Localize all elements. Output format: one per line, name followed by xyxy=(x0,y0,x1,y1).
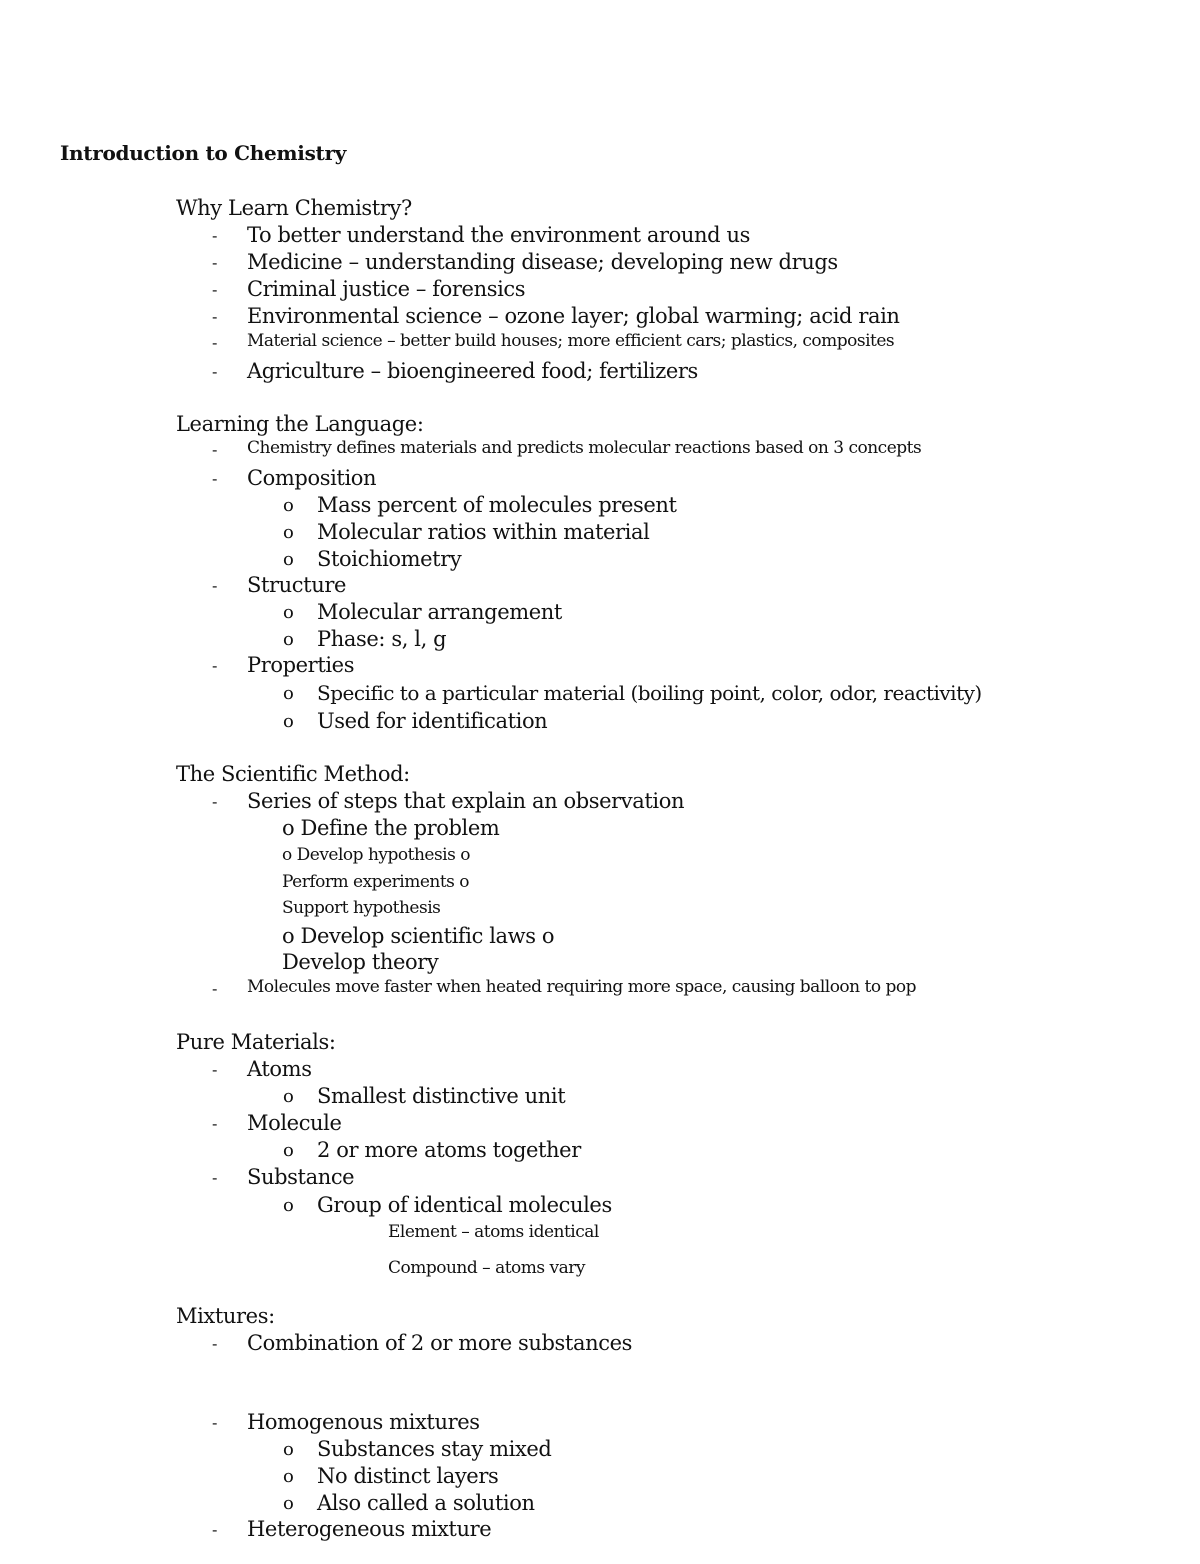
sub-list-item: 2 or more atoms together xyxy=(317,1138,581,1162)
section-heading-mixtures: Mixtures: xyxy=(176,1304,275,1328)
list-item: Atoms xyxy=(247,1057,312,1081)
list-item: Material science – better build houses; more efficient cars; plastics, composites xyxy=(247,331,895,351)
method-step-line: Develop theory xyxy=(282,950,439,974)
sub-list-item: No distinct layers xyxy=(317,1464,499,1488)
sub-list-item: Substances stay mixed xyxy=(317,1437,552,1461)
dash-marker: - xyxy=(212,576,218,595)
page-title: Introduction to Chemistry xyxy=(60,141,347,165)
list-item: Heterogeneous mixture xyxy=(247,1517,492,1541)
sub-list-item: Stoichiometry xyxy=(317,547,462,571)
dash-marker: - xyxy=(212,333,218,352)
circle-marker: o xyxy=(283,1195,294,1216)
circle-marker: o xyxy=(283,629,294,650)
dash-marker: - xyxy=(212,362,218,381)
dash-marker: - xyxy=(212,1060,218,1079)
list-item: Combination of 2 or more substances xyxy=(247,1331,632,1355)
sub-list-item: Mass percent of molecules present xyxy=(317,493,677,517)
method-step-line: o Develop hypothesis o xyxy=(282,845,470,865)
dash-marker: - xyxy=(212,226,218,245)
list-item: To better understand the environment around us xyxy=(247,223,750,247)
dash-marker: - xyxy=(212,469,218,488)
list-item: Composition xyxy=(247,466,377,490)
dash-marker: - xyxy=(212,253,218,272)
section-heading-language: Learning the Language: xyxy=(176,412,424,436)
sub-list-item: Smallest distinctive unit xyxy=(317,1084,566,1108)
list-item: Medicine – understanding disease; developing new drugs xyxy=(247,250,838,274)
dash-marker: - xyxy=(212,1413,218,1432)
method-step-line: Support hypothesis xyxy=(282,898,441,918)
circle-marker: o xyxy=(283,549,294,570)
list-item: Agriculture – bioengineered food; fertilizers xyxy=(247,359,698,383)
section-heading-method: The Scientific Method: xyxy=(176,762,410,786)
sub-list-item: Specific to a particular material (boiling point, color, odor, reactivity) xyxy=(317,681,982,705)
method-step-line: Perform experiments o xyxy=(282,872,470,892)
dash-marker: - xyxy=(212,656,218,675)
list-item: Homogenous mixtures xyxy=(247,1410,480,1434)
method-step-line: o Develop scientific laws o xyxy=(282,924,555,948)
dash-marker: - xyxy=(212,1520,218,1539)
dash-marker: - xyxy=(212,792,218,811)
compound-note: Compound – atoms vary xyxy=(388,1258,585,1278)
circle-marker: o xyxy=(283,1493,294,1514)
dash-marker: - xyxy=(212,1168,218,1187)
dash-marker: - xyxy=(212,440,218,459)
sub-list-item: Molecular ratios within material xyxy=(317,520,650,544)
circle-marker: o xyxy=(283,711,294,732)
section-heading-why: Why Learn Chemistry? xyxy=(176,196,412,220)
dash-marker: - xyxy=(212,1334,218,1353)
section-heading-pure: Pure Materials: xyxy=(176,1030,336,1054)
list-item: Structure xyxy=(247,573,346,597)
sub-list-item: Group of identical molecules xyxy=(317,1193,612,1217)
circle-marker: o xyxy=(283,495,294,516)
list-item: Substance xyxy=(247,1165,355,1189)
circle-marker: o xyxy=(283,1086,294,1107)
element-note: Element – atoms identical xyxy=(388,1222,599,1242)
circle-marker: o xyxy=(283,1439,294,1460)
list-item: Environmental science – ozone layer; global warming; acid rain xyxy=(247,304,900,328)
list-item: Chemistry defines materials and predicts molecular reactions based on 3 concepts xyxy=(247,438,922,458)
list-item: Criminal justice – forensics xyxy=(247,277,526,301)
dash-marker: - xyxy=(212,280,218,299)
list-item: Molecules move faster when heated requiring more space, causing balloon to pop xyxy=(247,977,916,997)
circle-marker: o xyxy=(283,522,294,543)
list-item: Properties xyxy=(247,653,355,677)
method-step-line: o Define the problem xyxy=(282,816,500,840)
sub-list-item: Phase: s, l, g xyxy=(317,627,447,651)
dash-marker: - xyxy=(212,307,218,326)
sub-list-item: Also called a solution xyxy=(317,1491,535,1515)
dash-marker: - xyxy=(212,1114,218,1133)
circle-marker: o xyxy=(283,1140,294,1161)
circle-marker: o xyxy=(283,602,294,623)
circle-marker: o xyxy=(283,1466,294,1487)
list-item: Molecule xyxy=(247,1111,342,1135)
dash-marker: - xyxy=(212,979,218,998)
sub-list-item: Molecular arrangement xyxy=(317,600,562,624)
circle-marker: o xyxy=(283,683,294,704)
sub-list-item: Used for identification xyxy=(317,709,548,733)
list-item: Series of steps that explain an observation xyxy=(247,789,685,813)
